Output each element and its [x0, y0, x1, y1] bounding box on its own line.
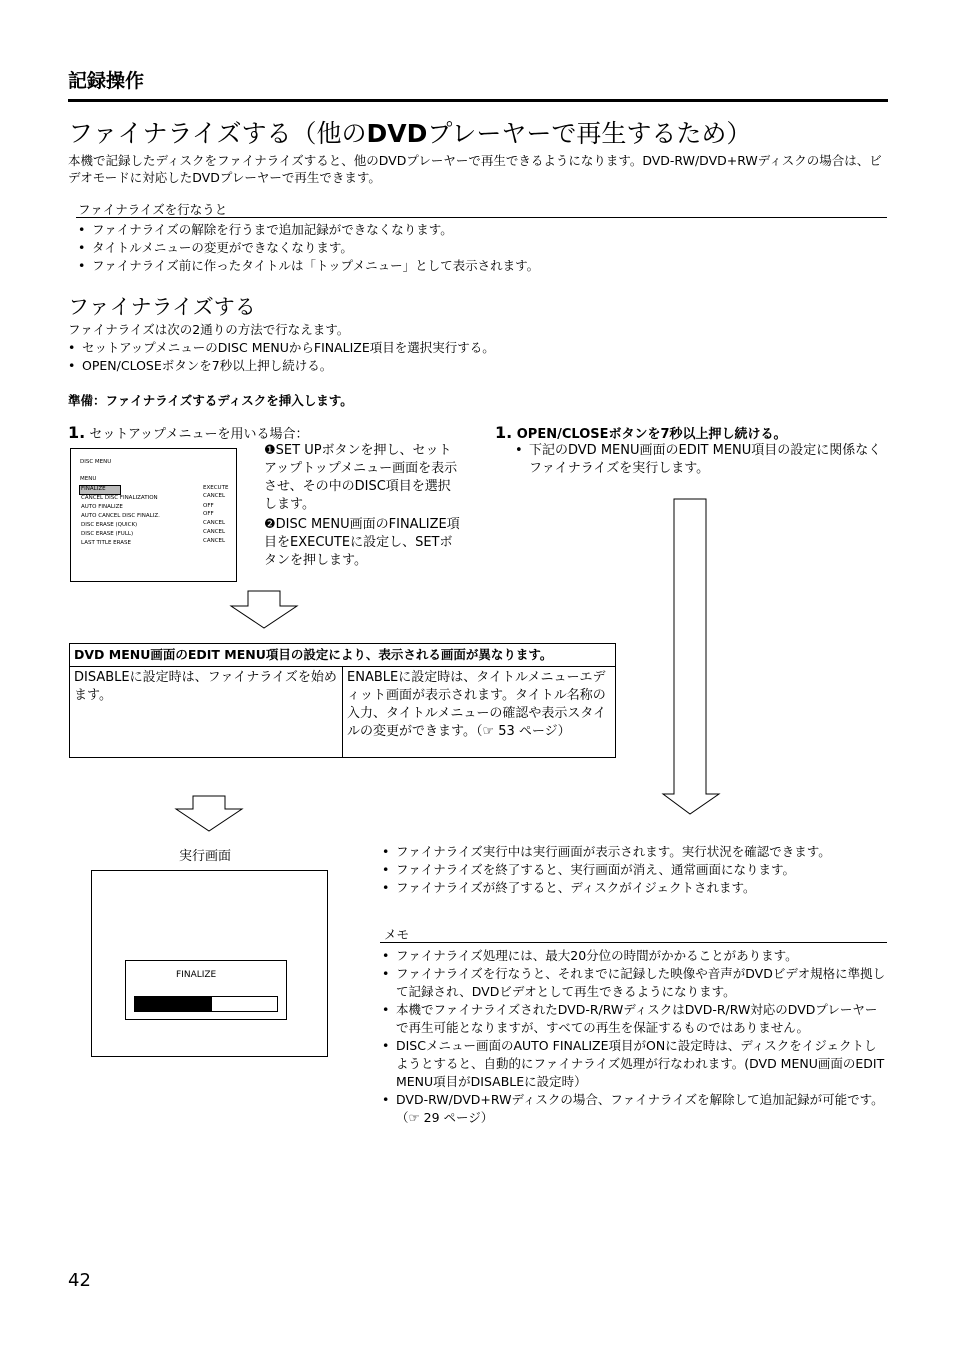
effects-rule	[76, 217, 887, 218]
left-step-title	[68, 424, 309, 444]
memo-heading: メモ	[384, 927, 410, 942]
page-number: 42	[68, 1270, 91, 1291]
menu-row-label: AUTO FINALIZE	[81, 504, 123, 510]
menu-row-label: FINALIZE	[81, 486, 106, 492]
progress-fill	[135, 997, 212, 1011]
exec-screen-caption: 実行画面	[179, 849, 232, 864]
down-arrow-icon	[173, 795, 245, 833]
left-step-sub1	[264, 442, 460, 514]
list-item: • DISCメニュー画面のAUTO FINALIZE項目がONに設定時は、ディスクをイジェクトしようとすると、自動的にファイナライズ処理が行なわれます。(DVD MENU画面のEDIT MENU項目がDISABLEに設定時）	[380, 1037, 887, 1091]
menu-row-label: DISC ERASE (FULL)	[81, 531, 134, 537]
page-title	[68, 114, 751, 150]
list-item: • タイトルメニューの変更ができなくなります。	[76, 239, 539, 257]
list-item: • セットアップメニューのDISC MENUからFINALIZE項目を選択実行する。	[66, 339, 495, 357]
page-title-part-b: DVD	[366, 119, 428, 148]
menu-row-label: DISC ERASE (QUICK)	[81, 522, 138, 528]
list-item: • ファイナライズ実行中は実行画面が表示されます。実行状況を確認できます。	[380, 843, 887, 861]
list-item: • ファイナライズが終了すると、ディスクがイジェクトされます。	[380, 879, 887, 897]
table-cell-enable: ENABLEに設定時は、タイトルメニューエディット画面が表示されます。タイトル名称の入力、タイトルメニューの確認や表示スタイルの変更ができます。（☞ 53 ページ）	[343, 667, 616, 758]
menu-row-value: CANCEL	[203, 520, 226, 526]
list-item: • ファイナライズの解除を行うまで追加記録ができなくなります。	[76, 221, 539, 239]
menu-row-label: LAST TITLE ERASE	[81, 540, 131, 546]
header-rule	[68, 99, 888, 102]
prep-note: 準備：ファイナライズするディスクを挿入します。	[68, 393, 353, 408]
right-step-title	[495, 424, 787, 444]
menu-row-value: CANCEL	[203, 493, 226, 499]
progress-dialog	[125, 960, 287, 1020]
sub2-text: DISC MENU画面のFINALIZE項目をEXECUTEに設定し、SETボタンを押します。	[264, 517, 460, 568]
effects-list	[76, 221, 539, 275]
circled-one-icon: ❶	[264, 443, 276, 458]
effects-heading: ファイナライズを行なうと	[78, 202, 228, 217]
menu-row-value: CANCEL	[203, 538, 226, 544]
menu-row-value: CANCEL	[203, 529, 226, 535]
howto-lead: ファイナライズは次の2通りの方法で行なえます。	[68, 322, 350, 337]
list-item: • 下記のDVD MENU画面のEDIT MENU項目の設定に関係なくファイナライズを実行します。	[513, 442, 887, 478]
right-step-list	[513, 442, 887, 478]
table-cell-disable: DISABLEに設定時は、ファイナライズを始めます。	[70, 667, 343, 758]
down-arrow-icon	[228, 590, 300, 630]
exec-notes-list	[380, 843, 887, 897]
memo-list	[380, 947, 887, 1127]
section-title: 記録操作	[68, 70, 145, 92]
page-title-part-a: ファイナライズする（他の	[68, 119, 367, 148]
screen-menu-label: MENU	[80, 476, 97, 482]
howto-list	[66, 339, 495, 375]
step-label: セットアップメニューを用いる場合：	[89, 427, 309, 442]
disc-menu-screen	[70, 448, 237, 582]
exec-screen	[91, 870, 328, 1057]
list-item: • OPEN/CLOSEボタンを7秒以上押し続ける。	[66, 357, 495, 375]
menu-row-value: OFF	[203, 511, 214, 517]
menu-row-value: OFF	[203, 503, 214, 509]
progress-label: FINALIZE	[176, 970, 217, 980]
circled-two-icon: ❷	[264, 517, 276, 532]
menu-row-value: EXECUTE	[203, 485, 229, 491]
howto-heading: ファイナライズする	[68, 295, 256, 319]
menu-row-label: AUTO CANCEL DISC FINALIZ.	[81, 513, 160, 519]
list-item: • DVD-RW/DVD+RWディスクの場合、ファイナライズを解除して追加記録が可能です。（☞ 29 ページ）	[380, 1091, 887, 1127]
list-item: • ファイナライズを行なうと、それまでに記録した映像や音声がDVDビデオ規格に準拠して記録され、DVDビデオとして再生できるようになります。	[380, 965, 887, 1001]
list-item: • ファイナライズ処理には、最大20分位の時間がかかることがあります。	[380, 947, 887, 965]
list-item: • 本機でファイナライズされたDVD-R/RWディスクはDVD-R/RW対応のDVDプレーヤーで再生可能となりますが、すべての再生を保証するものではありません。	[380, 1001, 887, 1037]
step-label: OPEN/CLOSEボタンを7秒以上押し続ける。	[516, 427, 787, 442]
intro-paragraph: 本機で記録したディスクをファイナライズすると、他のDVDプレーヤーで再生できるようになります。DVD-RW/DVD+RWディスクの場合は、ビデオモードに対応したDVDプレーヤーで再生できます。	[68, 153, 882, 185]
progress-bar	[134, 996, 278, 1012]
memo-rule	[380, 942, 887, 943]
left-step-sub2	[264, 516, 460, 570]
step-number: 1.	[68, 423, 86, 442]
edit-menu-table	[69, 643, 616, 758]
screen-title: DISC MENU	[80, 459, 112, 465]
step-number: 1.	[495, 423, 513, 442]
list-item: • ファイナライズを終了すると、実行画面が消え、通常画面になります。	[380, 861, 887, 879]
sub1-text: SET UPボタンを押し、セットアップトップメニュー画面を表示させ、その中のDISC項目を選択します。	[264, 443, 458, 512]
menu-row-label: CANCEL DISC FINALIZATION	[81, 495, 158, 501]
table-header: DVD MENU画面のEDIT MENU項目の設定により、表示される画面が異なります。	[70, 644, 616, 667]
long-down-arrow-icon	[660, 498, 722, 816]
list-item: • ファイナライズ前に作ったタイトルは「トップメニュー」として表示されます。	[76, 257, 539, 275]
page-title-part-c: プレーヤーで再生するため）	[427, 119, 752, 148]
